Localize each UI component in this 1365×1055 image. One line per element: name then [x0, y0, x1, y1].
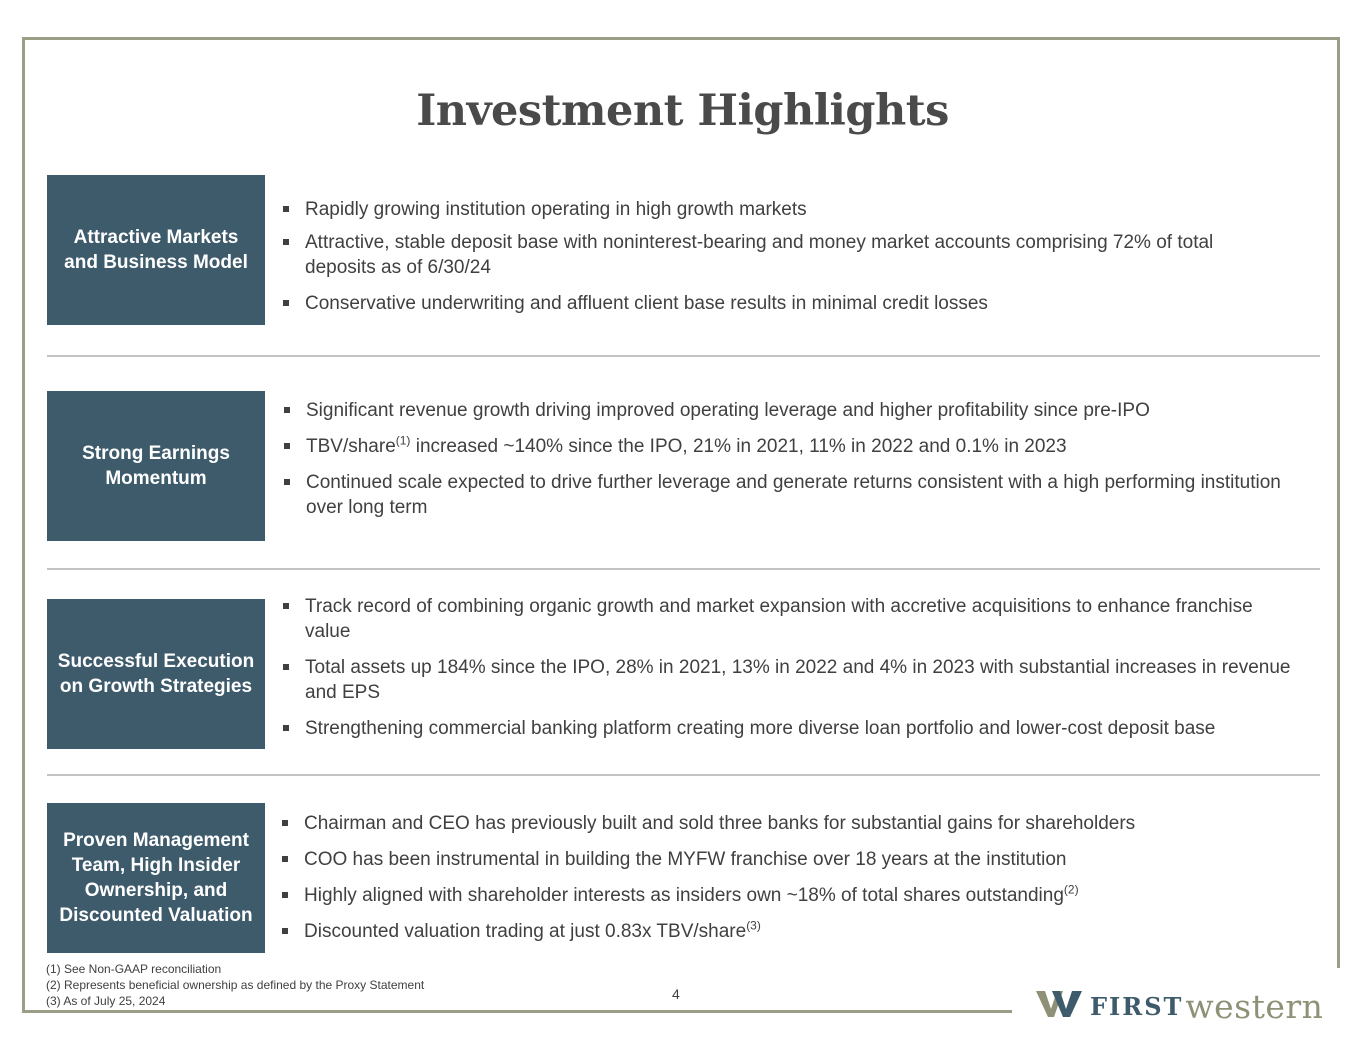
bullet-list-growth: [281, 594, 1311, 741]
footnote-ref: (3): [746, 918, 761, 933]
list-item: Conservative underwriting and affluent client base results in minimal credit losses: [281, 291, 1241, 316]
list-item: [282, 434, 1292, 459]
logo-wordmark-first: FIRST: [1090, 991, 1184, 1021]
logo-wordmark-western: western: [1185, 986, 1324, 1026]
footnote: (2) Represents beneficial ownership as defined by the Proxy Statement: [46, 978, 425, 992]
list-item: Total assets up 184% since the IPO, 28% in 2021, 13% in 2022 and 4% in 2023 with substantial increases in revenue and EPS: [281, 655, 1311, 705]
bullet-list-earnings: [282, 398, 1292, 520]
section-heading-markets: Attractive Markets and Business Model: [47, 175, 265, 325]
company-logo: [1036, 986, 1323, 1026]
footnotes: [46, 961, 424, 1009]
bullet-text: Highly aligned with shareholder interests as insiders own ~18% of total shares outstanding: [304, 885, 1064, 906]
section-divider: [47, 774, 1320, 776]
bullet-text: Discounted valuation trading at just 0.83x TBV/share: [304, 921, 747, 942]
list-item: [280, 883, 1290, 908]
section-divider: [47, 355, 1320, 357]
list-item: Track record of combining organic growth and market expansion with accretive acquisitions to enhance franchise value: [281, 594, 1265, 644]
bullet-text: TBV/share: [306, 436, 396, 457]
bullet-text: increased ~140% since the IPO, 21% in 2021, 11% in 2022 and 0.1% in 2023: [410, 436, 1067, 457]
page-number: 4: [672, 986, 680, 1002]
w-mark-icon: [1036, 991, 1082, 1022]
page-title: Investment Highlights: [416, 86, 949, 136]
section-heading-earnings: Strong Earnings Momentum: [47, 391, 265, 541]
footnote-ref: (2): [1063, 882, 1079, 897]
footnote-ref: (1): [395, 433, 411, 448]
footnote: (3) As of July 25, 2024: [46, 994, 166, 1008]
list-item: COO has been instrumental in building the MYFW franchise over 18 years at the institution: [280, 847, 1290, 872]
list-item: Rapidly growing institution operating in high growth markets: [281, 197, 1241, 222]
footnote: (1) See Non-GAAP reconciliation: [46, 962, 222, 976]
bullet-list-markets: [281, 197, 1241, 316]
list-item: [280, 919, 1290, 944]
list-item: Continued scale expected to drive further leverage and generate returns consistent with a high performing institution over long term: [282, 470, 1292, 520]
bullet-list-management: [280, 811, 1290, 944]
section-heading-growth: Successful Execution on Growth Strategies: [47, 599, 265, 749]
list-item: Attractive, stable deposit base with noninterest-bearing and money market accounts comprising 72% of total deposits as of 6/30/24: [281, 230, 1241, 280]
list-item: Chairman and CEO has previously built and sold three banks for substantial gains for shareholders: [280, 811, 1290, 836]
section-divider: [47, 568, 1320, 570]
list-item: Strengthening commercial banking platform creating more diverse loan portfolio and lower-cost deposit base: [281, 716, 1311, 741]
list-item: Significant revenue growth driving improved operating leverage and higher profitability since pre-IPO: [282, 398, 1292, 423]
section-heading-management: Proven Management Team, High Insider Ownership, and Discounted Valuation: [47, 803, 265, 953]
